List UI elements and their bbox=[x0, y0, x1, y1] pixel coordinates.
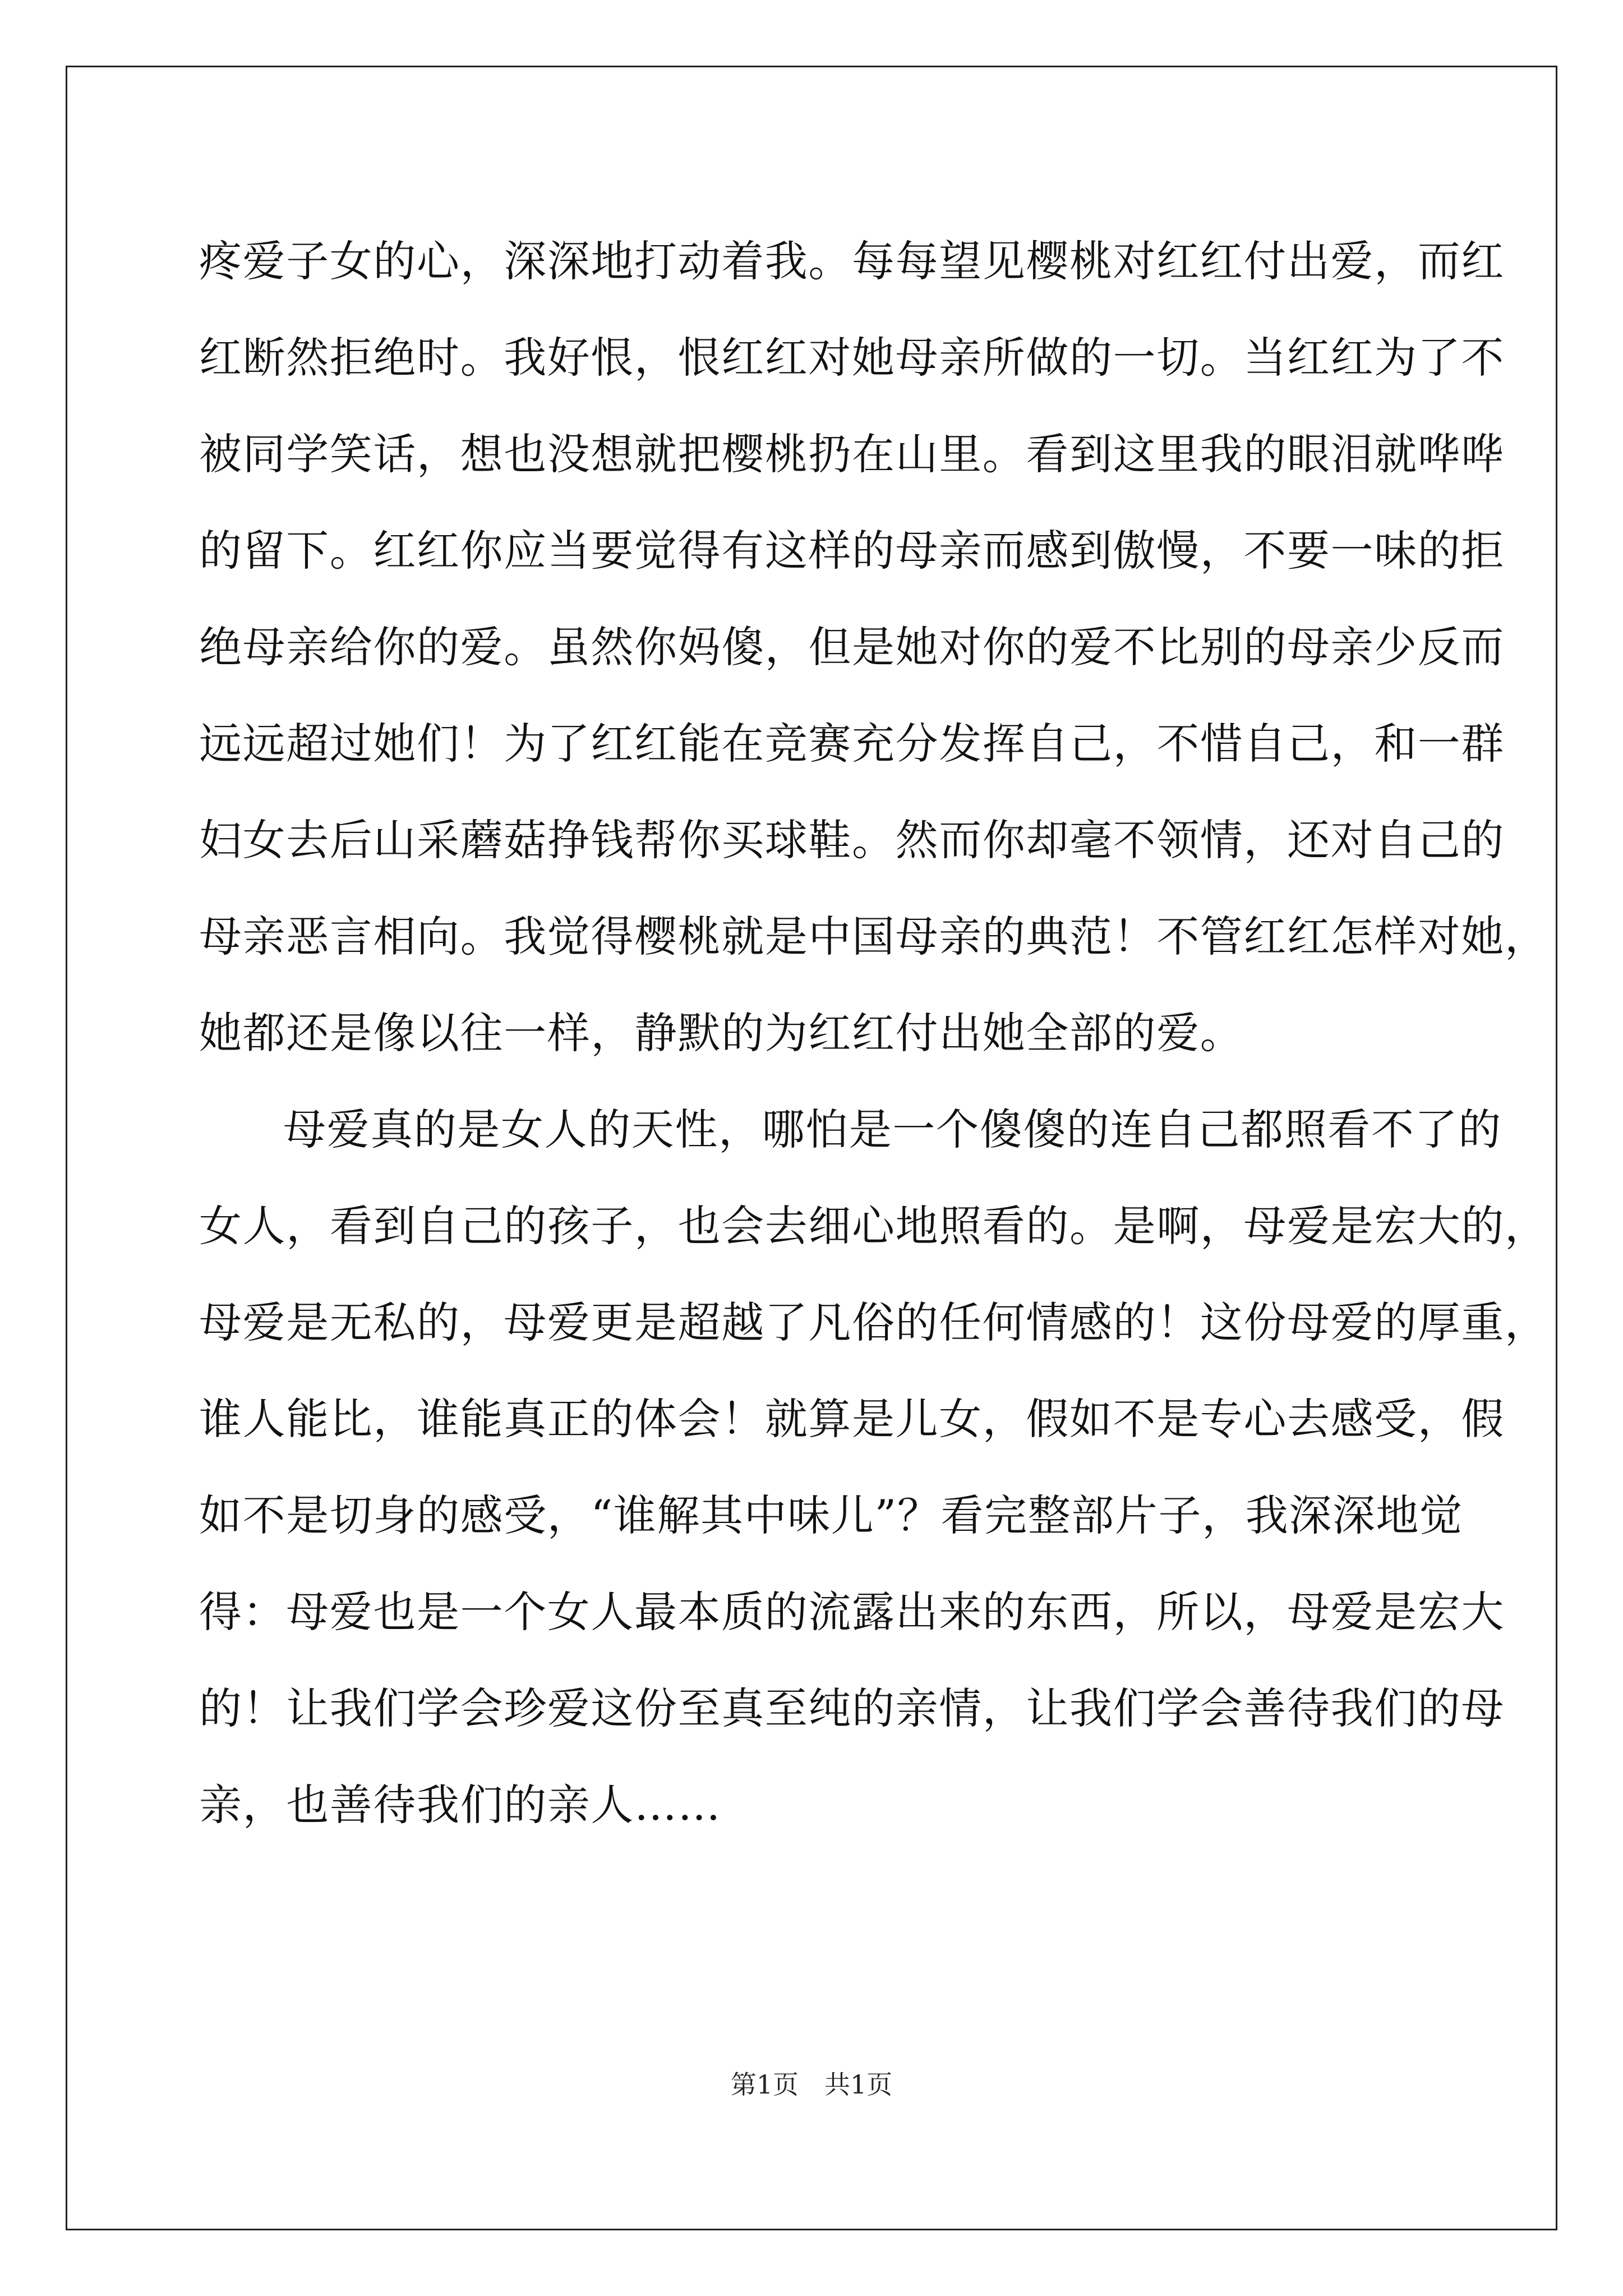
paragraph-first-line: 母爱真的是女人的天性，哪怕是一个傻傻的连自己都照看不了的 bbox=[283, 1105, 1502, 1154]
text-line: 妇女去后山采蘑菇挣钱帮你买球鞋。然而你却毫不领情，还对自己的 bbox=[199, 815, 1505, 865]
text-line: 女人，看到自己的孩子，也会去细心地照看的。是啊，母爱是宏大的， bbox=[199, 1201, 1548, 1251]
text-line: 被同学笑话，想也没想就把樱桃扔在山里。看到这里我的眼泪就哗哗 bbox=[199, 429, 1505, 479]
text-line: 红断然拒绝时。我好恨，恨红红对她母亲所做的一切。当红红为了不 bbox=[199, 333, 1505, 383]
page-footer: 第1页 共1页 bbox=[730, 2069, 893, 2100]
text-line: 远远超过她们！为了红红能在竞赛充分发挥自己，不惜自己，和一群 bbox=[199, 719, 1505, 769]
text-line: 她都还是像以往一样，静默的为红红付出她全部的爱。 bbox=[199, 1008, 1244, 1058]
document-body bbox=[199, 213, 1548, 1853]
text-line: 谁人能比，谁能真正的体会！就算是儿女，假如不是专心去感受，假 bbox=[199, 1394, 1505, 1444]
text-line: 得：母爱也是一个女人最本质的流露出来的东西，所以，母爱是宏大 bbox=[199, 1587, 1505, 1637]
text-line: 的留下。红红你应当要觉得有这样的母亲而感到傲慢，不要一味的拒 bbox=[199, 526, 1505, 576]
text-line: 的！让我们学会珍爱这份至真至纯的亲情，让我们学会善待我们的母 bbox=[199, 1683, 1505, 1733]
text-line: 疼爱子女的心，深深地打动着我。每每望见樱桃对红红付出爱，而红 bbox=[199, 236, 1505, 286]
text-line: 母爱是无私的，母爱更是超越了凡俗的任何情感的！这份母爱的厚重， bbox=[199, 1297, 1548, 1347]
text-line: 绝母亲给你的爱。虽然你妈傻，但是她对你的爱不比别的母亲少反而 bbox=[199, 622, 1505, 672]
text-line: 母亲恶言相向。我觉得樱桃就是中国母亲的典范！不管红红怎样对她， bbox=[199, 912, 1548, 961]
text-line: 亲，也善待我们的亲人…… bbox=[199, 1780, 722, 1830]
text-line: 如不是切身的感受，“谁解其中味儿”？看完整部片子，我深深地觉 bbox=[199, 1490, 1463, 1540]
